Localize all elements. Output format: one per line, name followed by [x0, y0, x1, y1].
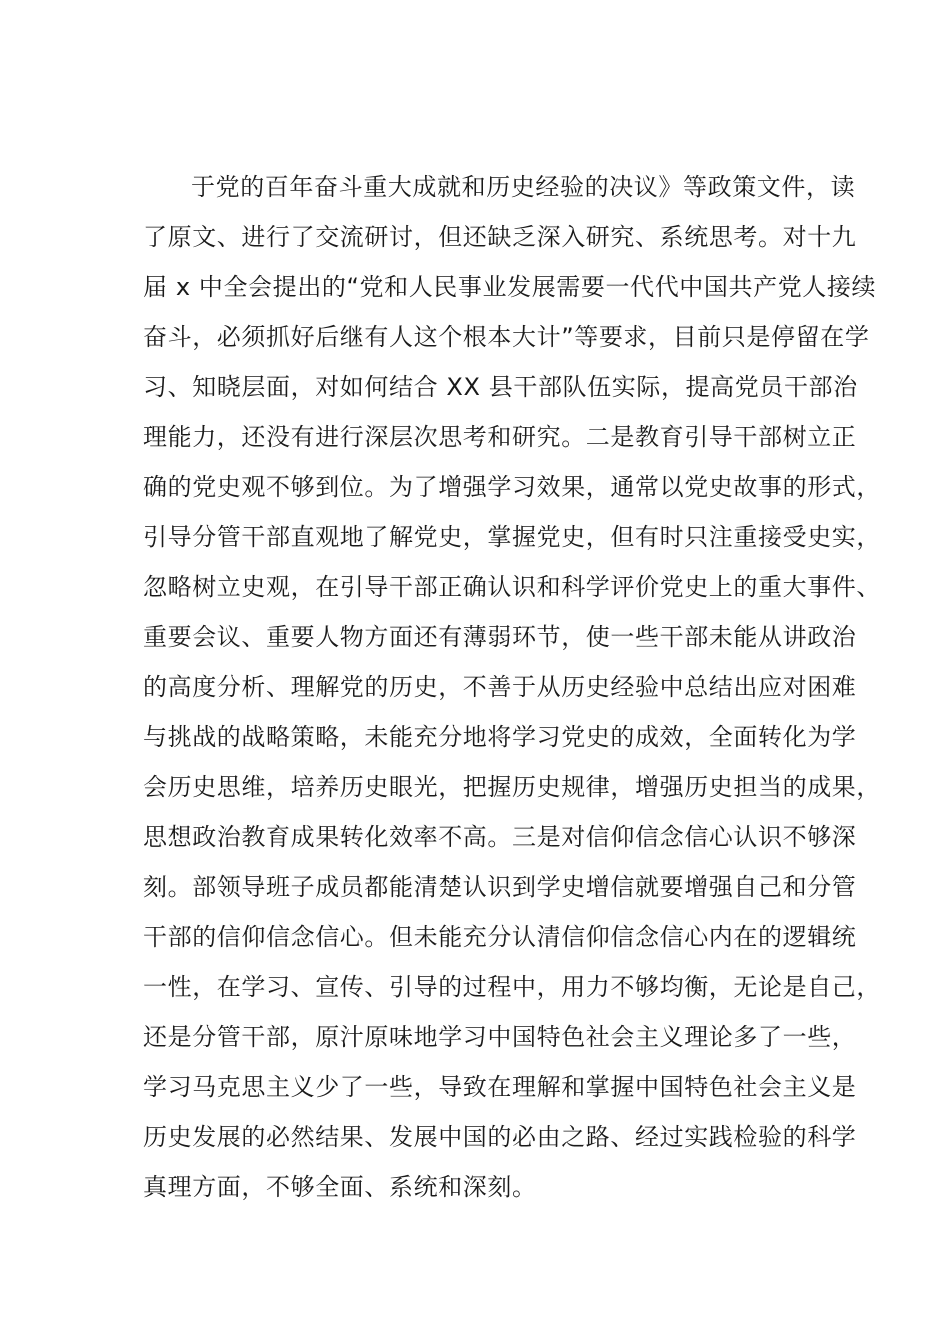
text-line-4: 奋斗，必须抓好后继有人这个根本大计”等要求，目前只是停留在学 — [143, 323, 870, 351]
text-line-16: 干部的信仰信念信心。但未能充分认清信仰信念信心内在的逻辑统 — [143, 923, 857, 951]
text-line-3: 届 x 中全会提出的“党和人民事业发展需要一代代中国共产党人接续 — [143, 273, 877, 301]
text-line-6: 理能力，还没有进行深层次思考和研究。二是教育引导干部树立正 — [143, 423, 857, 451]
text-line-18: 还是分管干部，原汁原味地学习中国特色社会主义理论多了一些， — [143, 1023, 857, 1051]
text-line-13: 会历史思维，培养历史眼光，把握历史规律，增强历史担当的成果， — [143, 773, 881, 801]
text-line-20: 历史发展的必然结果、发展中国的必由之路、经过实践检验的科学 — [143, 1123, 857, 1151]
text-line-5: 习、知晓层面，对如何结合 XX 县干部队伍实际，提高党员干部治 — [143, 373, 858, 401]
text-line-17: 一性，在学习、宣传、引导的过程中，用力不够均衡，无论是自己， — [143, 973, 881, 1001]
text-line-12: 与挑战的战略策略，未能充分地将学习党史的成效，全面转化为学 — [143, 723, 857, 751]
text-line-19: 学习马克思主义少了一些，导致在理解和掌握中国特色社会主义是 — [143, 1073, 857, 1101]
text-line-10: 重要会议、重要人物方面还有薄弱环节，使一些干部未能从讲政治 — [143, 623, 857, 651]
text-line-8: 引导分管干部直观地了解党史，掌握党史，但有时只注重接受史实， — [143, 523, 881, 551]
text-line-21: 真理方面，不够全面、系统和深刻。 — [143, 1173, 537, 1201]
text-line-11: 的高度分析、理解党的历史，不善于从历史经验中总结出应对困难 — [143, 673, 857, 701]
text-line-9: 忽略树立史观，在引导干部正确认识和科学评价党史上的重大事件、 — [143, 573, 881, 601]
body-paragraph — [143, 162, 881, 1212]
text-line-2: 了原文、进行了交流研讨，但还缺乏深入研究、系统思考。对十九 — [143, 223, 857, 251]
text-line-14: 思想政治教育成果转化效率不高。三是对信仰信念信心认识不够深 — [143, 823, 857, 851]
text-line-7: 确的党史观不够到位。为了增强学习效果，通常以党史故事的形式， — [143, 473, 881, 501]
text-line-15: 刻。部领导班子成员都能清楚认识到学史增信就要增强自己和分管 — [143, 873, 857, 901]
text-line-1: 于党的百年奋斗重大成就和历史经验的决议》等政策文件，读 — [191, 173, 856, 201]
